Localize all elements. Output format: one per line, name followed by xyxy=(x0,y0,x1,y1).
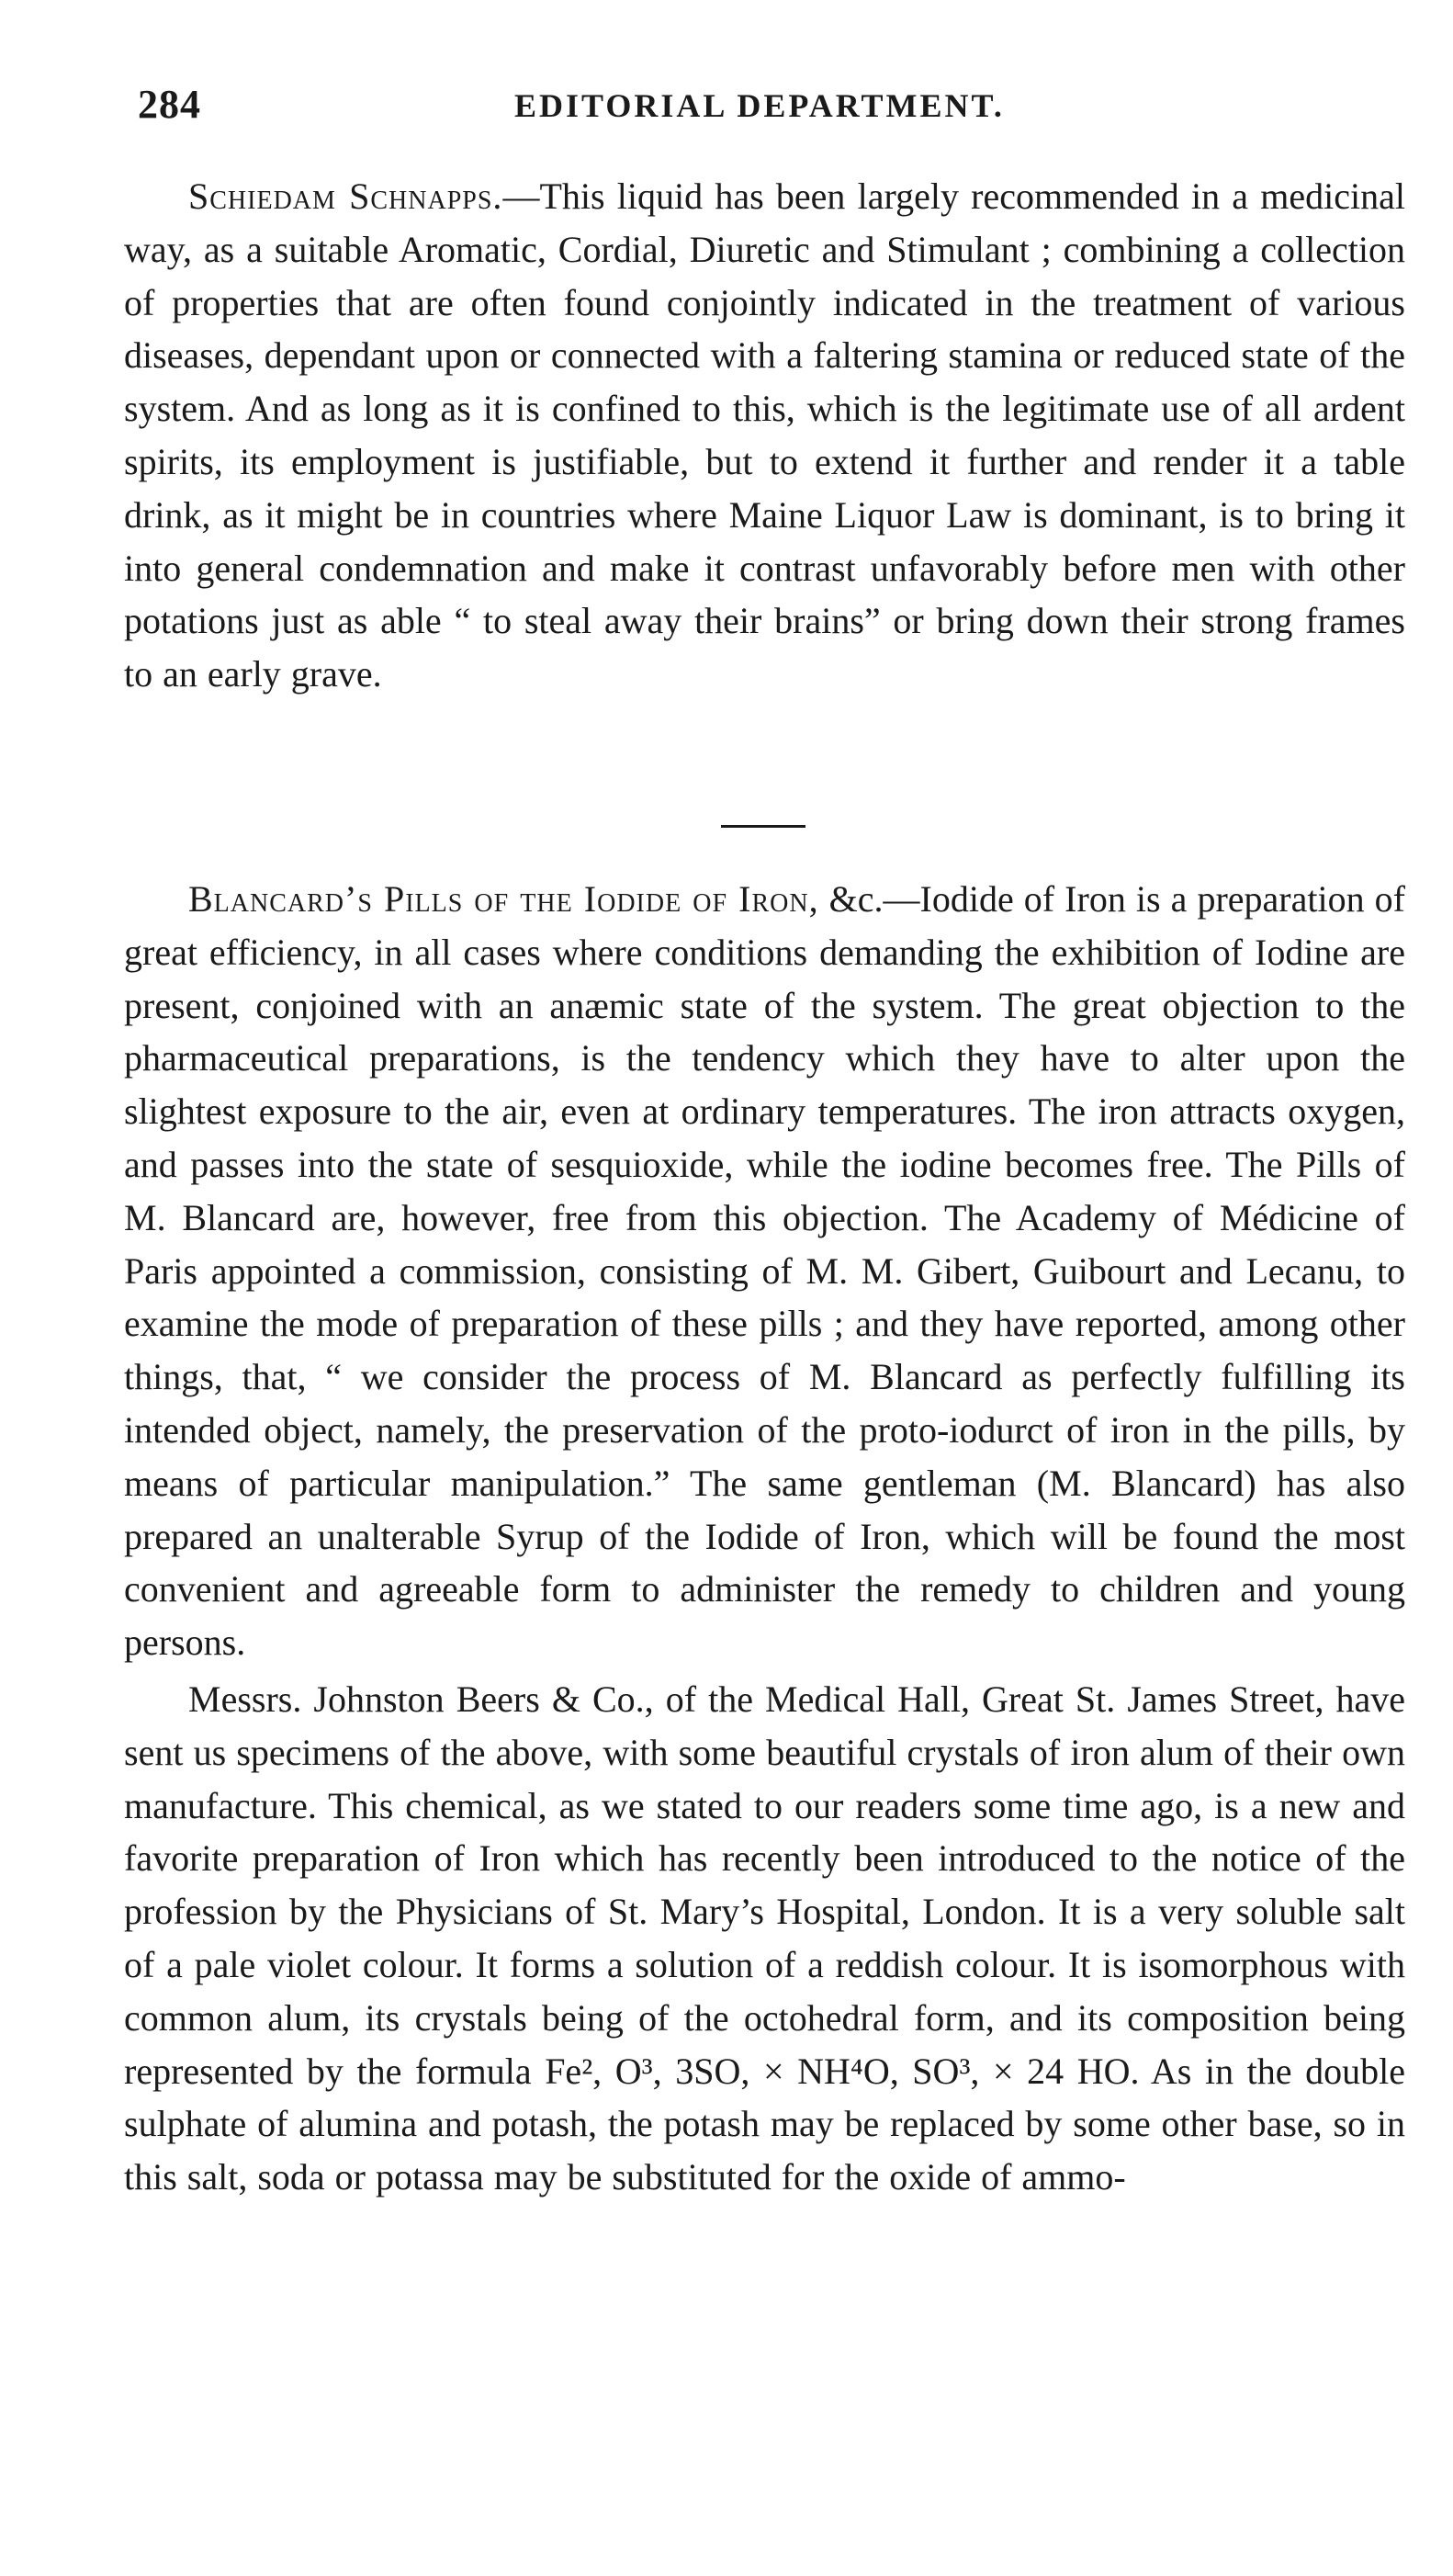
running-title: EDITORIAL DEPARTMENT. xyxy=(514,87,1005,124)
article-schiedam-schnapps xyxy=(124,170,1405,701)
paragraph xyxy=(124,170,1405,701)
paragraph-continuation: Messrs. Johnston Beers & Co., of the Medical Hall, Great St. James Street, have sent us specimens of the above, with some beautiful crystals of iron alum of their own manufacture. This chemical, as we stated to our readers some time ago, is a new and favorite preparation of Iron which has recently been introduced to the notice of the profession by the Physicians of St. Mary’s Hospital, London. It is a very soluble salt of a pale violet colour. It forms a solution of a reddish colour. It is isomorphous with common alum, its crystals being of the octohedral form, and its composition being represented by the formula Fe², O³, 3SO, × NH⁴O, SO³, × 24 HO. As in the double sulphate of alumina and potash, the potash may be replaced by some other base, so in this salt, soda or potassa may be substituted for the oxide of ammo- xyxy=(124,1678,1405,2198)
article-body: &c.—Iodide of Iron is a preparation of great efficiency, in all cases where conditions demanding the exhibition of Iodine are present, conjoined with an anæmic state of the system. The great objection to the pharmaceutical preparations, is the tendency which they have to alter upon the slightest exposure to the air, even at ordinary temperatures. The iron attracts oxygen, and passes into the state of sesquioxide, while the iodine becomes free. The Pills of M. Blancard are, however, free from this objection. The Academy of Médicine of Paris appointed a commission, consisting of M. M. Gibert, Guibourt and Lecanu, to examine the mode of preparation of these pills ; and they have reported, among other things, that, “ we consider the process of M. Blancard as perfectly fulfilling its intended object, namely, the preservation of the proto-iodurct of iron in the pills, by means of particular manipulation.” The same gentleman (M. Blancard) has also prepared an unalterable Syrup of the Iodide of Iron, which will be found the most convenient and agreeable form to administer the remedy to children and young persons. xyxy=(124,878,1405,1664)
article-lead: Blancard’s Pills of the Iodide of Iron, xyxy=(188,878,819,920)
section-divider xyxy=(721,825,805,828)
paragraph xyxy=(124,873,1405,1669)
article-body: —This liquid has been largely recommended in a medicinal way, as a suitable Aromatic, Cordial, Diuretic and Stimulant ; combining a collection of properties that are often found conjointly indicated in the treatment of various diseases, dependant upon or connected with a faltering stamina or reduced state of the system. And as long as it is confined to this, which is the legitimate use of all ardent spirits, its employment is justifiable, but to extend it further and render it a table drink, as it might be in countries where Maine Liquor Law is dominant, is to bring it into general condemnation and make it contrast unfavorably before men with other potations just as able “ to steal away their brains” or bring down their strong frames to an early grave. xyxy=(124,175,1405,695)
article-blancards-pills xyxy=(124,873,1405,2204)
article-lead: Schiedam Schnapps. xyxy=(188,175,503,217)
page-number: 284 xyxy=(138,82,201,127)
running-head xyxy=(138,81,1387,136)
